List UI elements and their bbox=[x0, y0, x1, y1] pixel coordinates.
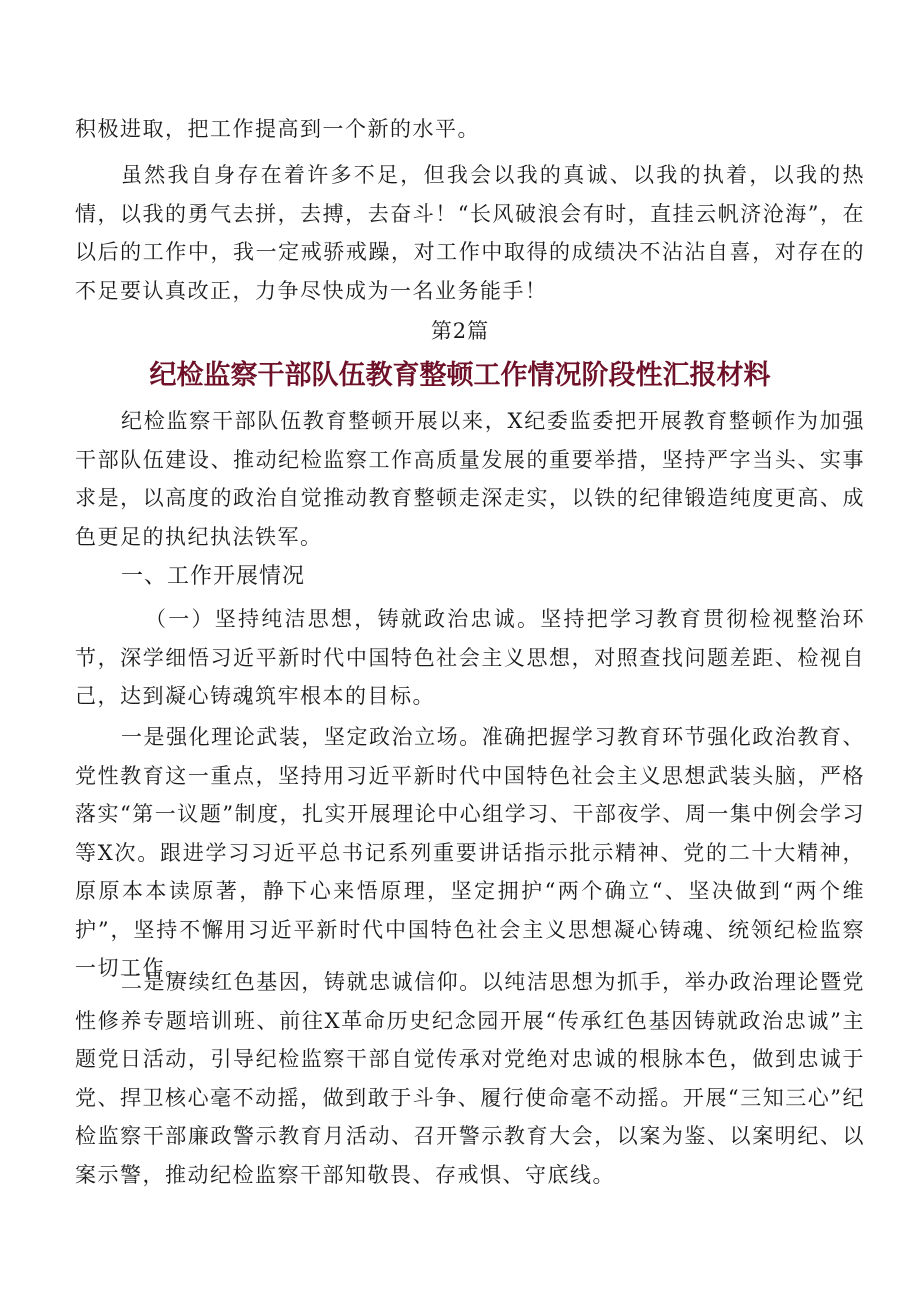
paragraph-continuation: 积极进取，把工作提高到一个新的水平。 bbox=[75, 117, 480, 141]
point-one-paragraph: 一是强化理论武装，坚定政治立场。准确把握学习教育环节强化政治教育、党性教育这一重点，坚持用习近平新时代中国特色社会主义思想武装头脑，严格落实“第一议题”制度，扎实开展理论中心组学习、干部夜学、周一集中例会学习等X次。跟进学习习近平总书记系列重要讲话指示批示精神、党的二十大精神，原原本本读原著，静下心来悟原理，坚定拥护“两个确立“、坚决做到“两个维护”，坚持不懈用习近平新时代中国特色社会主义思想凝心铸魂、统领纪检监察一切工作。 bbox=[75, 725, 865, 980]
document-title: 纪检监察干部队伍教育整顿工作情况阶段性汇报材料 bbox=[149, 360, 771, 391]
section-heading: 一、工作开展情况 bbox=[121, 564, 306, 589]
point-two-paragraph: 二是赓续红色基因，铸就忠诚信仰。以纯洁思想为抓手，举办政治理论暨党性修养专题培训班、前往X革命历史纪念园开展“传承红色基因铸就政治忠诚”主题党日活动，引导纪检监察干部自觉传承对党绝对忠诚的根脉本色，做到忠诚于党、捍卫核心毫不动摇，做到敢于斗争、履行使命毫不动摇。开展“三知三心”纪检监察干部廉政警示教育月活动、召开警示教育大会，以案为鉴、以案明纪、以案示警，推动纪检监察干部知敬畏、存戒惧、守底线。 bbox=[75, 970, 865, 1187]
paragraph-resolution: 虽然我自身存在着许多不足，但我会以我的真诚、以我的执着，以我的热情，以我的勇气去拼，去搏，去奋斗！“长风破浪会有时，直挂云帆济沧海”，在以后的工作中，我一定戒骄戒躁，对工作中取得的成绩决不沾沾自喜，对存在的不足要认真改正，力争尽快成为一名业务能手！ bbox=[75, 163, 865, 303]
subsection-paragraph: （一）坚持纯洁思想，铸就政治忠诚。坚持把学习教育贯彻检视整治环节，深学细悟习近平新时代中国特色社会主义思想，对照查找问题差距、检视自己，达到凝心铸魂筑牢根本的目标。 bbox=[75, 607, 865, 708]
part-number: 第2篇 bbox=[430, 319, 490, 343]
intro-paragraph: 纪检监察干部队伍教育整顿开展以来，X纪委监委把开展教育整顿作为加强干部队伍建设、推动纪检监察工作高质量发展的重要举措，坚持严字当头、实事求是，以高度的政治自觉推动教育整顿走深走实，以铁的纪律锻造纯度更高、成色更足的执纪执法铁军。 bbox=[75, 409, 865, 549]
